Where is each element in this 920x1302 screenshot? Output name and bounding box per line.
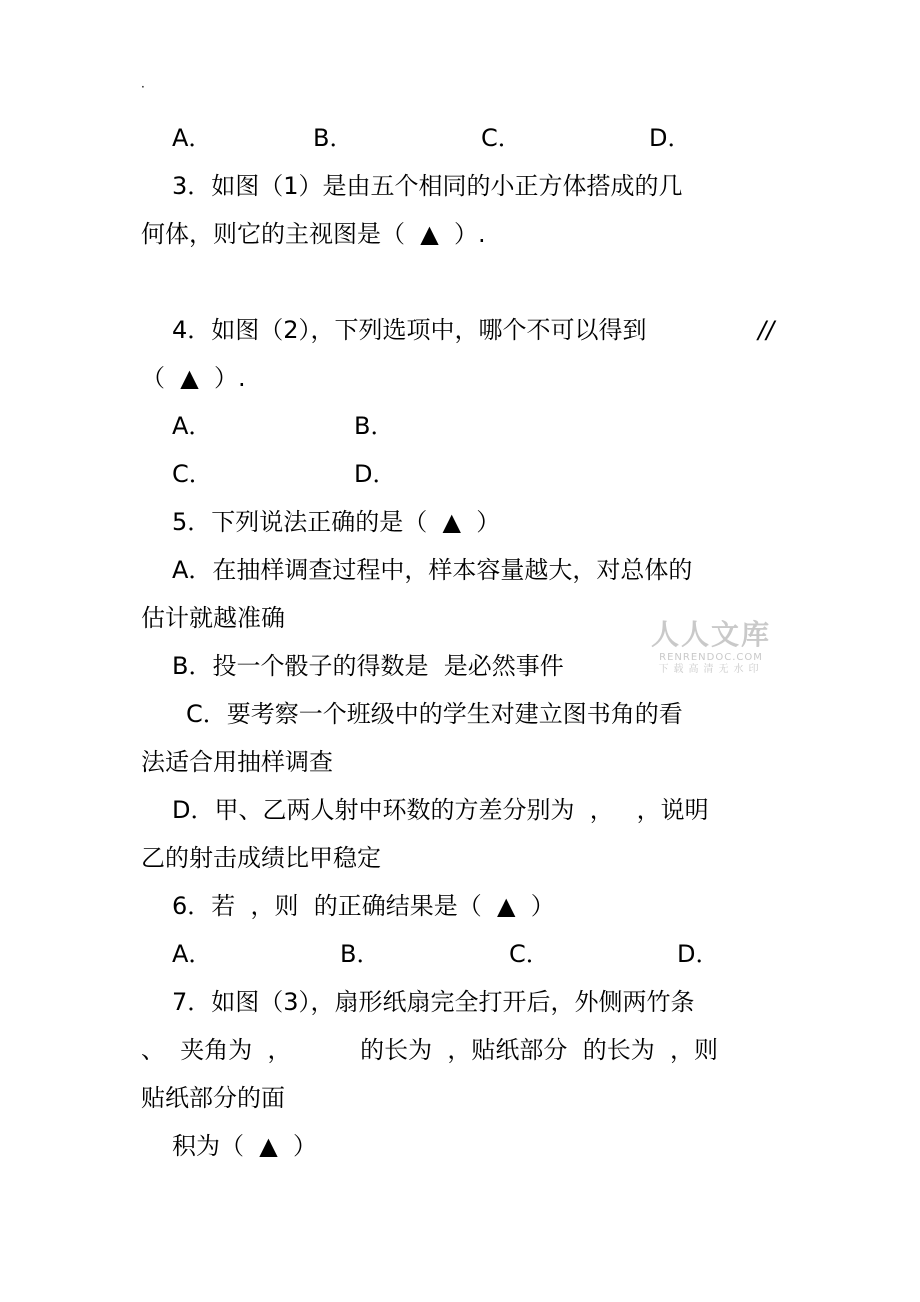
watermark-title: 人人文库 bbox=[650, 618, 771, 651]
q5-option-c-line-1: C．要考察一个班级中的学生对建立图书角的看 bbox=[186, 700, 683, 728]
q4-line-1: 4．如图（2），下列选项中，哪个不可以得到 bbox=[172, 316, 647, 344]
q7-line-4: 积为（ ▲ ） bbox=[172, 1132, 317, 1160]
watermark-url: RENRENDOC.COM bbox=[659, 652, 763, 663]
q7-line-2: 、 夹角为 ， 的长为 ，贴纸部分 的长为 ，则 bbox=[141, 1036, 718, 1064]
q5-option-d-line-2: 乙的射击成绩比甲稳定 bbox=[141, 844, 381, 872]
watermark bbox=[647, 618, 775, 676]
q2-option-b: B． bbox=[313, 124, 354, 152]
q4-parallel-mark: // bbox=[758, 316, 775, 344]
watermark-slogan: 下载高清无水印 bbox=[658, 664, 764, 675]
header-mark: · bbox=[141, 80, 145, 94]
q5-option-b: B．投一个骰子的得数是 是必然事件 bbox=[172, 652, 564, 680]
q6-stem: 6．若 ，则 的正确结果是（ ▲ ） bbox=[172, 892, 555, 920]
q3-line-1: 3．如图（1）是由五个相同的小正方体搭成的几 bbox=[172, 172, 683, 200]
q4-option-d: D． bbox=[354, 460, 397, 488]
q6-option-a: A． bbox=[172, 940, 213, 968]
q7-line-1: 7．如图（3），扇形纸扇完全打开后，外侧两竹条 bbox=[172, 988, 695, 1016]
q4-option-b: B． bbox=[354, 412, 395, 440]
q6-option-c: C． bbox=[509, 940, 550, 968]
q2-option-c: C． bbox=[481, 124, 522, 152]
q4-option-a: A． bbox=[172, 412, 213, 440]
q2-option-d: D． bbox=[649, 124, 692, 152]
q5-option-c-line-2: 法适合用抽样调查 bbox=[141, 748, 333, 776]
q2-option-a: A． bbox=[172, 124, 213, 152]
q6-option-b: B． bbox=[340, 940, 381, 968]
q7-line-3: 贴纸部分的面 bbox=[141, 1084, 285, 1112]
q3-line-2: 何体，则它的主视图是（ ▲ ）. bbox=[141, 220, 486, 248]
q4-option-c: C． bbox=[172, 460, 213, 488]
q5-option-a-line-1: A．在抽样调查过程中，样本容量越大，对总体的 bbox=[172, 556, 693, 584]
q6-option-d: D． bbox=[677, 940, 720, 968]
q5-option-d-line-1: D．甲、乙两人射中环数的方差分别为 ， ，说明 bbox=[172, 796, 709, 824]
q4-line-2: （ ▲ ）. bbox=[141, 364, 246, 392]
q5-stem: 5．下列说法正确的是（ ▲ ） bbox=[172, 508, 501, 536]
q5-option-a-line-2: 估计就越准确 bbox=[141, 604, 285, 632]
